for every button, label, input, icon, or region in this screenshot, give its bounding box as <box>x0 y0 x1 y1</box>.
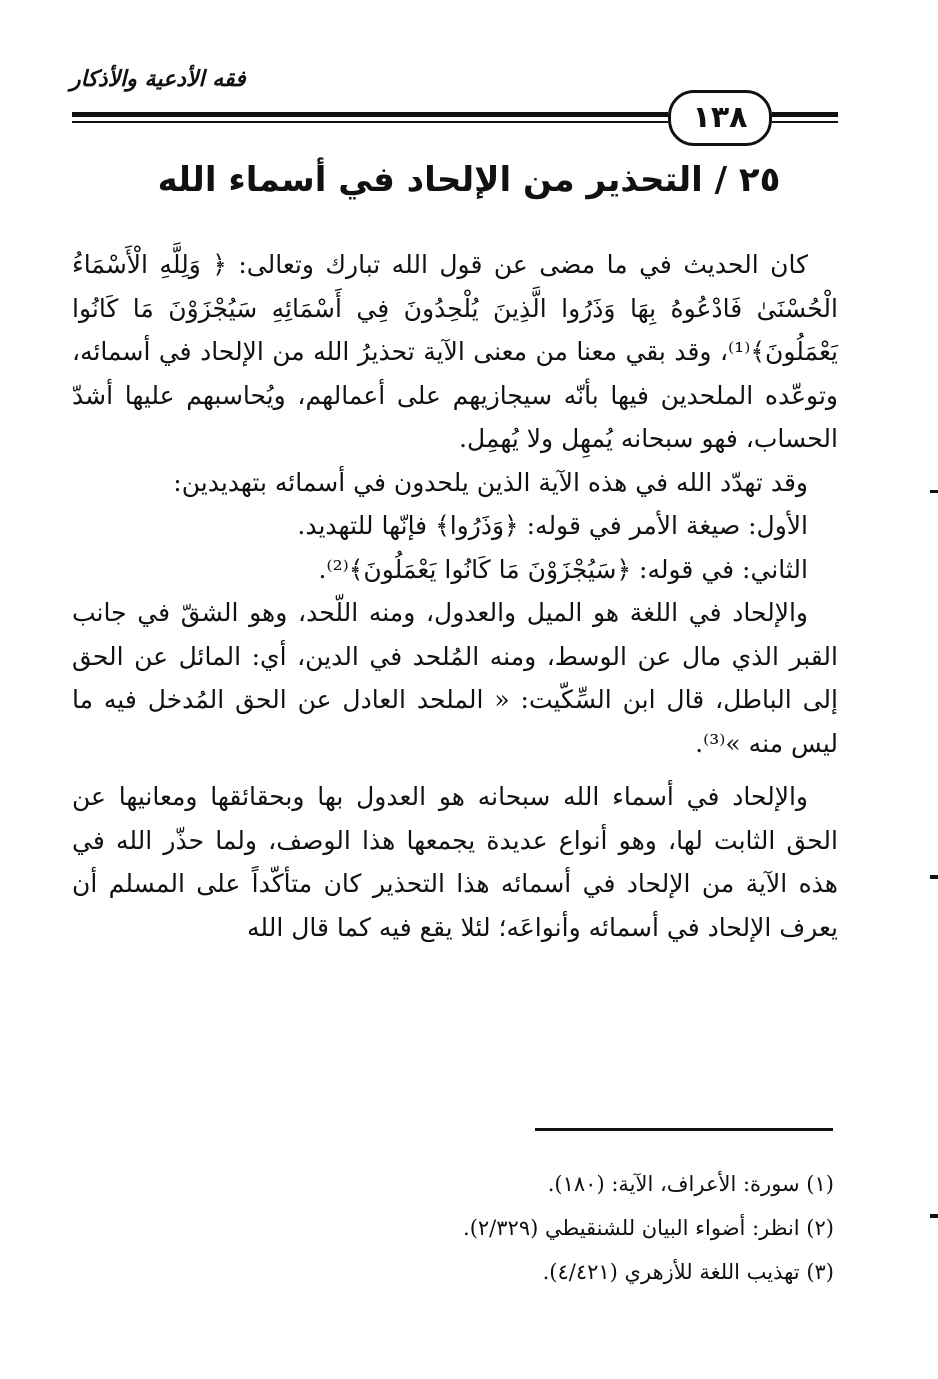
section-heading: ٢٥ / التحذير من الإلحاد في أسماء الله <box>157 160 781 200</box>
paragraph: والإلحاد في اللغة هو الميل والعدول، ومنه اللّحد، وهو الشقّ في جانب القبر الذي مال عن الوسط، ومنه المُلحد في الدين، أي: المائل عن الحق إلى الباطل، قال ابن السِّكّيت: « الملحد العادل عن الحق المُدخل فيه ما ليس منه »⁽³⁾. <box>72 598 838 758</box>
footnotes <box>72 1162 834 1294</box>
footnote: (٣) تهذيب اللغة للأزهري (٤/٤٢١). <box>542 1260 834 1284</box>
paragraph: كان الحديث في ما مضى عن قول الله تبارك وتعالى: ﴿ وَلِلَّهِ الْأَسْمَاءُ الْحُسْنَىٰ فَادْعُوهُ بِهَا وَذَرُوا الَّذِينَ يُلْحِدُونَ فِي أَسْمَائِهِ سَيُجْزَوْنَ مَا كَانُوا يَعْمَلُونَ﴾⁽¹⁾، وقد بقي معنا من معنى الآية تحذيرُ الله من الإلحاد في أسمائه، وتوعّده الملحدين فيها بأنّه سيجازيهم على أعمالهم، ويُحاسبهم عليها أشدّ الحساب، فهو سبحانه يُمهِل ولا يُهمِل. <box>72 250 838 453</box>
paragraph: والإلحاد في أسماء الله سبحانه هو العدول بها وبحقائقها ومعانيها عن الحق الثابت لها، وهو أنواع عديدة يجمعها هذا الوصف، ولما حذّر الله في هذه الآية من الإلحاد في أسمائه هذا التحذير كان متأكّداً على المسلم أن يعرف الإلحاد في أسمائه وأنواعَه؛ لئلا يقع فيه كما قال الله <box>72 782 838 942</box>
scan-edge-mark <box>930 1214 938 1218</box>
scan-edge-mark <box>930 490 938 493</box>
header-rule-left-thin <box>72 121 668 123</box>
paragraph: الأول: صيغة الأمر في قوله: ﴿وَذَرُوا﴾ فإنّها للتهديد. <box>297 511 808 540</box>
header-rule-right-thin <box>772 121 838 123</box>
page-number: ١٣٨ <box>668 90 772 146</box>
paragraph: وقد تهدّد الله في هذه الآية الذين يلحدون في أسمائه بتهديدين: <box>173 467 808 497</box>
body-text <box>72 243 838 949</box>
footnote-separator <box>535 1128 833 1131</box>
header-rule-left <box>72 112 668 117</box>
scan-edge-mark <box>930 875 938 879</box>
footnote: (١) سورة: الأعراف، الآية: (١٨٠). <box>547 1172 834 1196</box>
header-rule-right <box>772 112 838 117</box>
paragraph: الثاني: في قوله: ﴿سَيُجْزَوْنَ مَا كَانُوا يَعْمَلُونَ﴾⁽²⁾. <box>318 554 808 584</box>
running-title: فقه الأدعية والأذكار <box>70 66 246 92</box>
footnote: (٢) انظر: أضواء البيان للشنقيطي (٢/٣٢٩). <box>463 1216 834 1240</box>
